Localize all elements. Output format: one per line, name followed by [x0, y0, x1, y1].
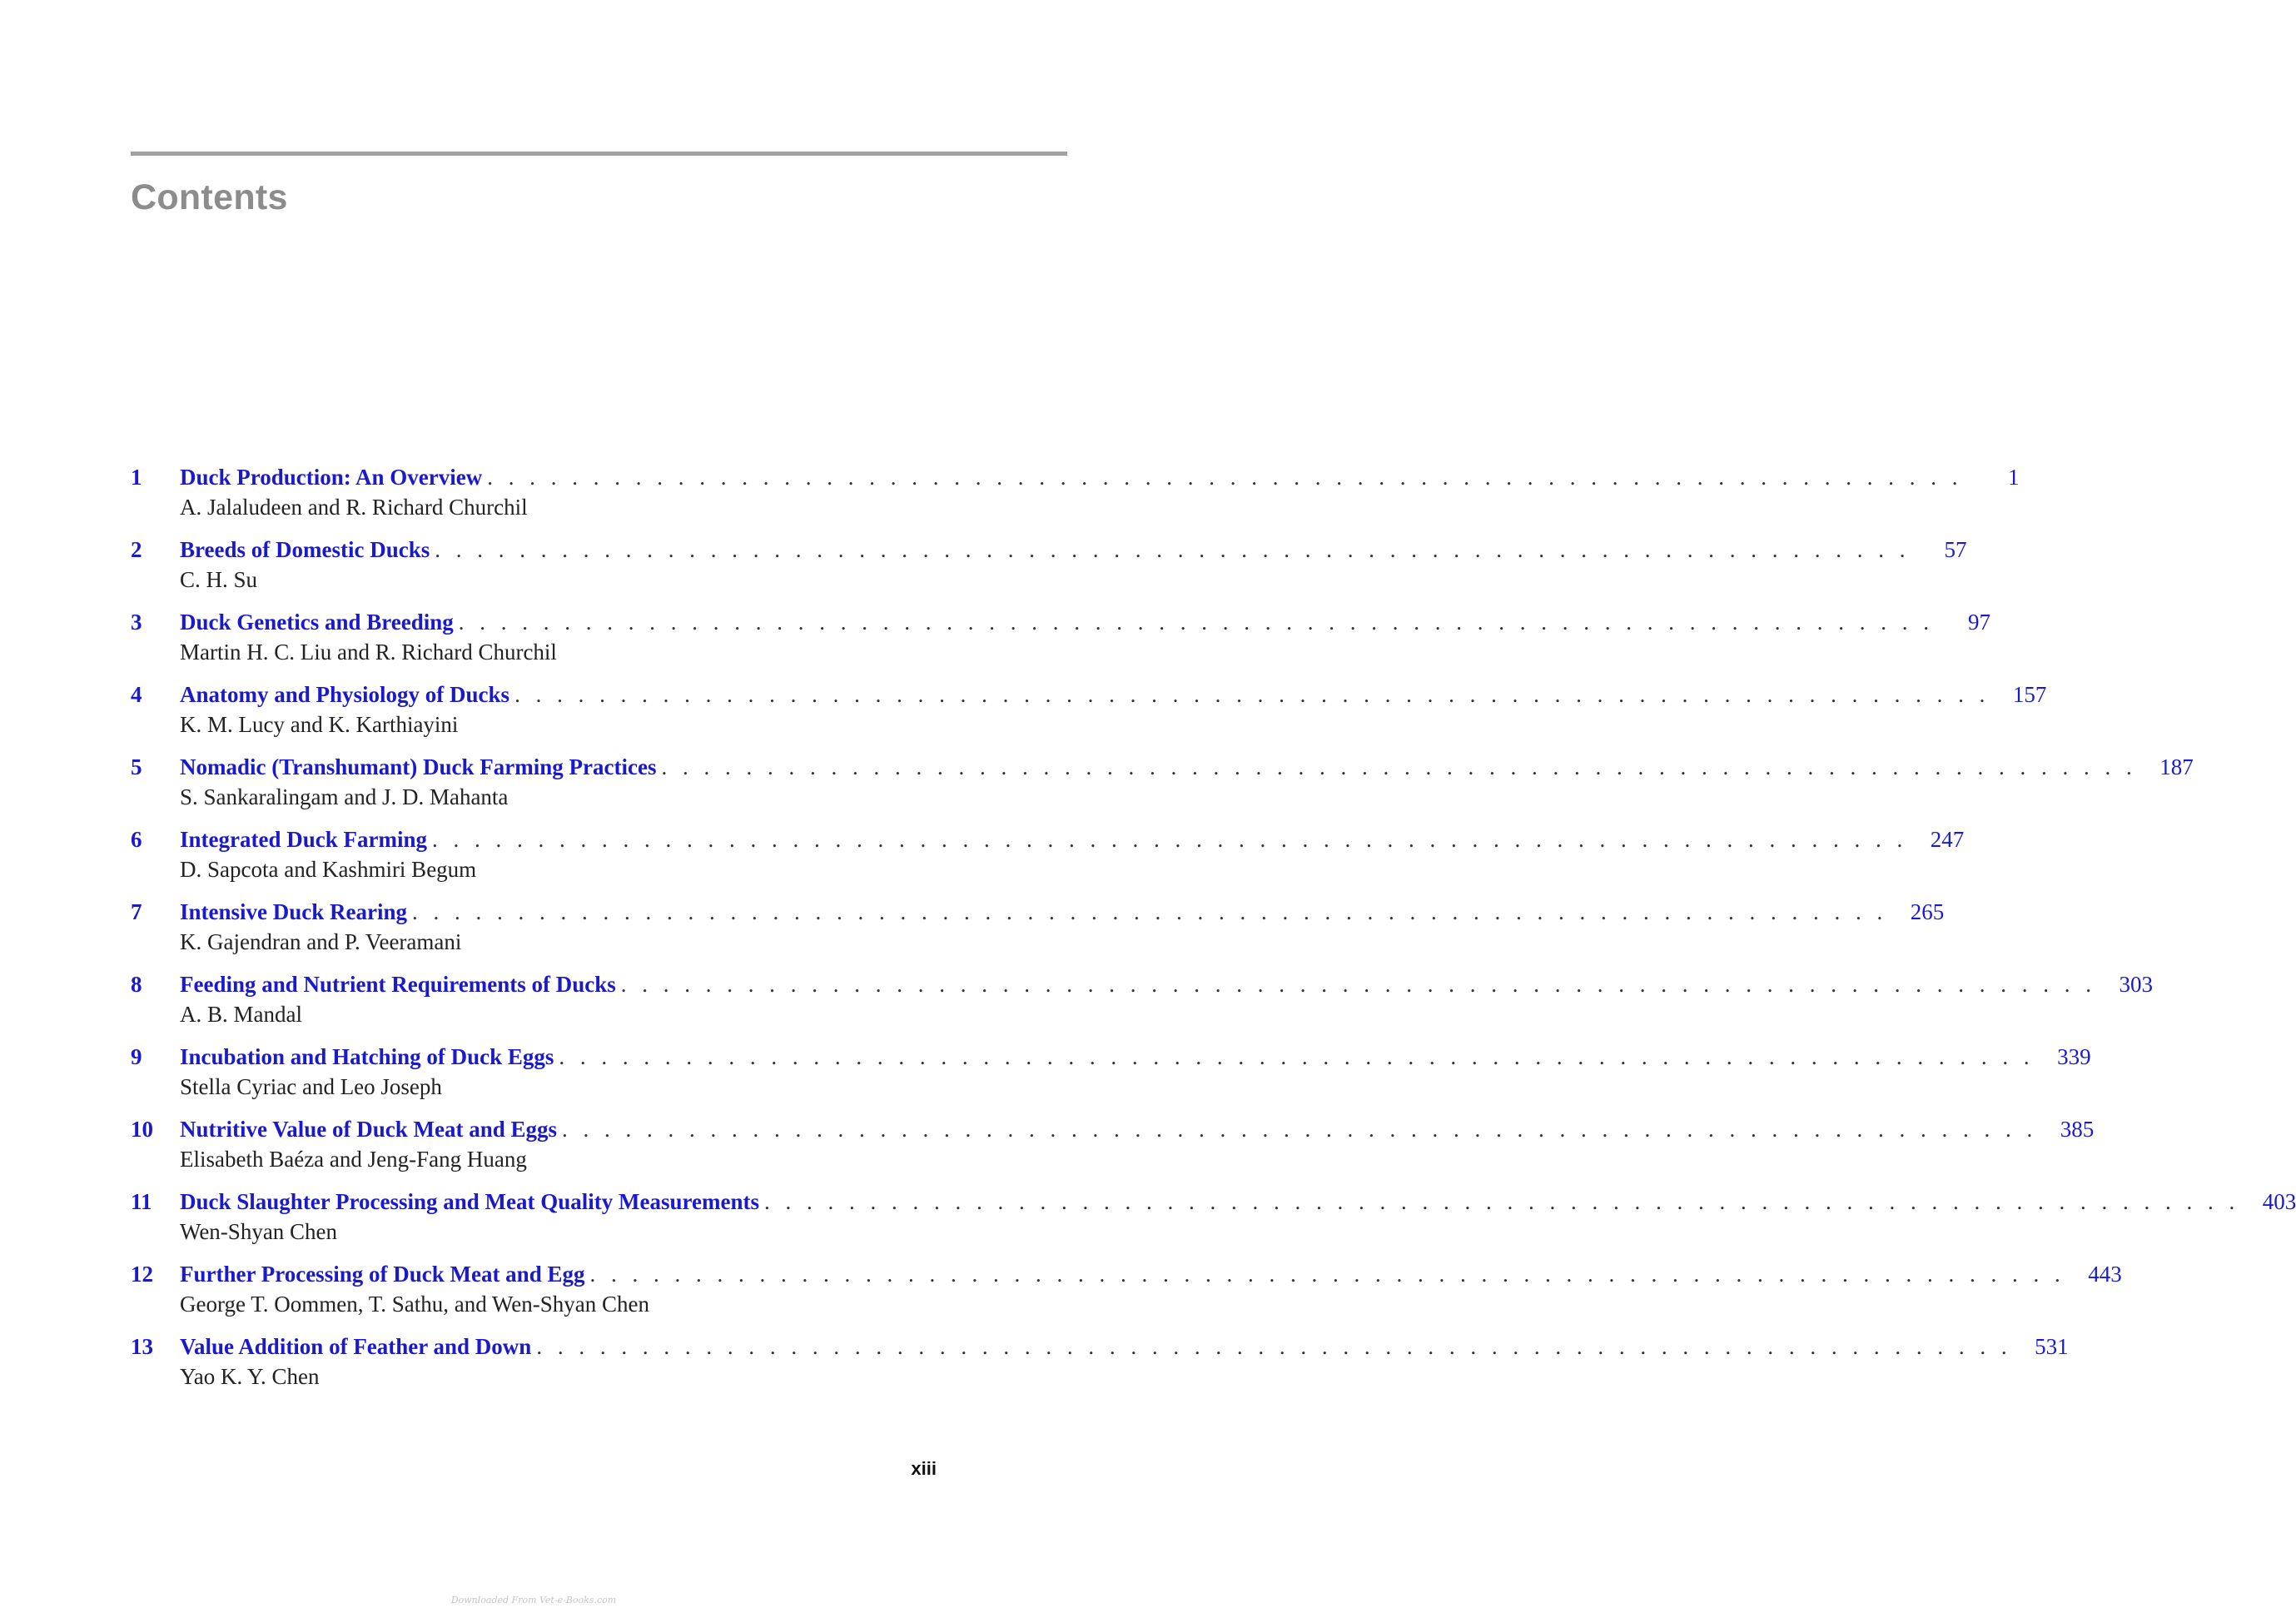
chapter-title-link[interactable]: Nutritive Value of Duck Meat and Eggs [180, 1117, 558, 1142]
toc-list [131, 462, 2296, 1404]
dot-leader: . . . . . . . . . . . . . . . . . . . . . . . . . . . . . . . . . . . . . . . . . . . . . . . . . . . . . . . . . . . . . . . . . . . . . . [562, 1117, 2038, 1142]
dot-leader: . . . . . . . . . . . . . . . . . . . . . . . . . . . . . . . . . . . . . . . . . . . . . . . . . . . . . . . . . . . . . . . . . . . . . . [431, 827, 1908, 852]
toc-entry [131, 897, 1945, 969]
chapter-authors: Stella Cyriac and Leo Joseph [180, 1074, 442, 1099]
chapter-authors: K. M. Lucy and K. Karthiayini [180, 712, 459, 737]
contents-heading: Contents [131, 177, 288, 217]
toc-entry [131, 752, 2194, 824]
dot-leader: . . . . . . . . . . . . . . . . . . . . . . . . . . . . . . . . . . . . . . . . . . . . . . . . . . . . . . . . . . . . . . . . . . . . . . [589, 1262, 2065, 1287]
chapter-title-link[interactable]: Incubation and Hatching of Duck Eggs [180, 1044, 554, 1069]
toc-entry [131, 462, 2020, 535]
chapter-number[interactable]: 9 [131, 1044, 142, 1069]
page-number: xiii [911, 1458, 937, 1479]
toc-entry [131, 1042, 2091, 1114]
chapter-authors: George T. Oommen, T. Sathu, and Wen-Shyan Chen [180, 1292, 649, 1317]
chapter-page-link[interactable]: 443 [2088, 1262, 2122, 1287]
chapter-page-link[interactable]: 247 [1930, 827, 1965, 852]
toc-entry [131, 1187, 2296, 1259]
chapter-title-link[interactable]: Duck Genetics and Breeding [180, 610, 454, 635]
chapter-title-line [180, 1332, 2069, 1362]
chapter-title-link[interactable]: Duck Slaughter Processing and Meat Quality Measurements [180, 1189, 759, 1214]
chapter-title-line [180, 1114, 2095, 1144]
chapter-number[interactable]: 5 [131, 754, 142, 779]
dot-leader: . . . . . . . . . . . . . . . . . . . . . . . . . . . . . . . . . . . . . . . . . . . . . . . . . . . . . . . . . . . . . . . . . . . . . . [620, 972, 2097, 997]
chapter-title-line [180, 897, 1945, 927]
chapter-page-link[interactable]: 97 [1968, 610, 1991, 635]
chapter-number[interactable]: 7 [131, 899, 142, 924]
download-watermark: Downloaded From Vet-e-Books.com [450, 1595, 617, 1606]
toc-entry [131, 680, 2047, 752]
toc-entry [131, 824, 1965, 897]
chapter-authors: C. H. Su [180, 567, 258, 592]
chapter-number[interactable]: 12 [131, 1262, 153, 1287]
chapter-title-line [180, 1187, 2296, 1217]
chapter-number[interactable]: 13 [131, 1334, 153, 1359]
toc-entry [131, 1259, 2122, 1332]
chapter-title-link[interactable]: Value Addition of Feather and Down [180, 1334, 532, 1359]
chapter-page-link[interactable]: 385 [2060, 1117, 2095, 1142]
chapter-page-link[interactable]: 303 [2119, 972, 2154, 997]
chapter-authors: K. Gajendran and P. Veeramani [180, 929, 462, 954]
chapter-authors: D. Sapcota and Kashmiri Begum [180, 857, 477, 882]
dot-leader: . . . . . . . . . . . . . . . . . . . . . . . . . . . . . . . . . . . . . . . . . . . . . . . . . . . . . . . . . . . . . . . . . . . . . . [661, 754, 2137, 779]
chapter-title-line [180, 607, 1991, 637]
chapter-title-line [180, 824, 1965, 854]
chapter-authors: Elisabeth Baéza and Jeng-Fang Huang [180, 1147, 527, 1172]
chapter-title-link[interactable]: Intensive Duck Rearing [180, 899, 408, 924]
toc-entry [131, 607, 1991, 680]
dot-leader: . . . . . . . . . . . . . . . . . . . . . . . . . . . . . . . . . . . . . . . . . . . . . . . . . . . . . . . . . . . . . . . . . . . . . . [536, 1334, 2012, 1359]
dot-leader: . . . . . . . . . . . . . . . . . . . . . . . . . . . . . . . . . . . . . . . . . . . . . . . . . . . . . . . . . . . . . . . . . . . . . . [764, 1189, 2240, 1214]
chapter-authors: S. Sankaralingam and J. D. Mahanta [180, 784, 509, 809]
chapter-page-link[interactable]: 187 [2159, 754, 2194, 779]
chapter-title-link[interactable]: Breeds of Domestic Ducks [180, 537, 430, 562]
chapter-authors: Yao K. Y. Chen [180, 1364, 320, 1389]
chapter-title-link[interactable]: Feeding and Nutrient Requirements of Ducks [180, 972, 616, 997]
header-rule [131, 152, 1067, 156]
chapter-number[interactable]: 10 [131, 1117, 153, 1142]
chapter-number[interactable]: 2 [131, 537, 142, 562]
toc-entry [131, 1114, 2095, 1187]
toc-entry [131, 969, 2154, 1042]
chapter-title-link[interactable]: Integrated Duck Farming [180, 827, 427, 852]
chapter-authors: Wen-Shyan Chen [180, 1219, 338, 1244]
chapter-number[interactable]: 1 [131, 465, 142, 490]
chapter-number[interactable]: 3 [131, 610, 142, 635]
toc-entry [131, 1332, 2069, 1404]
chapter-title-line [180, 535, 1967, 565]
chapter-page-link[interactable]: 531 [2035, 1334, 2069, 1359]
chapter-page-link[interactable]: 57 [1944, 537, 1967, 562]
chapter-page-link[interactable]: 403 [2262, 1189, 2296, 1214]
chapter-authors: Martin H. C. Liu and R. Richard Churchil [180, 640, 557, 665]
dot-leader: . . . . . . . . . . . . . . . . . . . . . . . . . . . . . . . . . . . . . . . . . . . . . . . . . . . . . . . . . . . . . . . . . . . . . . [487, 465, 1963, 490]
dot-leader: . . . . . . . . . . . . . . . . . . . . . . . . . . . . . . . . . . . . . . . . . . . . . . . . . . . . . . . . . . . . . . . . . . . . . . [559, 1044, 2035, 1069]
chapter-title-link[interactable]: Duck Production: An Overview [180, 465, 483, 490]
chapter-authors: A. B. Mandal [180, 1002, 302, 1027]
chapter-title-link[interactable]: Anatomy and Physiology of Ducks [180, 682, 510, 707]
chapter-title-line [180, 1259, 2122, 1289]
toc-entry [131, 535, 1967, 607]
chapter-title-line [180, 680, 2047, 709]
dot-leader: . . . . . . . . . . . . . . . . . . . . . . . . . . . . . . . . . . . . . . . . . . . . . . . . . . . . . . . . . . . . . . . . . . . . . . [412, 899, 1888, 924]
chapter-authors: A. Jalaludeen and R. Richard Churchil [180, 495, 528, 520]
chapter-number[interactable]: 4 [131, 682, 142, 707]
dot-leader: . . . . . . . . . . . . . . . . . . . . . . . . . . . . . . . . . . . . . . . . . . . . . . . . . . . . . . . . . . . . . . . . . . . . . . [458, 610, 1935, 635]
chapter-title-link[interactable]: Further Processing of Duck Meat and Egg [180, 1262, 585, 1287]
chapter-page-link[interactable]: 1 [2008, 465, 2020, 490]
chapter-page-link[interactable]: 157 [2012, 682, 2047, 707]
chapter-title-line [180, 752, 2194, 782]
dot-leader: . . . . . . . . . . . . . . . . . . . . . . . . . . . . . . . . . . . . . . . . . . . . . . . . . . . . . . . . . . . . . . . . . . . . . . [514, 682, 1990, 707]
chapter-number[interactable]: 6 [131, 827, 142, 852]
chapter-title-line [180, 462, 2020, 492]
chapter-number[interactable]: 8 [131, 972, 142, 997]
dot-leader: . . . . . . . . . . . . . . . . . . . . . . . . . . . . . . . . . . . . . . . . . . . . . . . . . . . . . . . . . . . . . . . . . . . . . . [435, 537, 1911, 562]
chapter-title-link[interactable]: Nomadic (Transhumant) Duck Farming Practices [180, 754, 657, 779]
chapter-page-link[interactable]: 265 [1910, 899, 1945, 924]
chapter-number[interactable]: 11 [131, 1189, 152, 1214]
chapter-title-line [180, 969, 2154, 999]
chapter-page-link[interactable]: 339 [2057, 1044, 2091, 1069]
chapter-title-line [180, 1042, 2091, 1072]
